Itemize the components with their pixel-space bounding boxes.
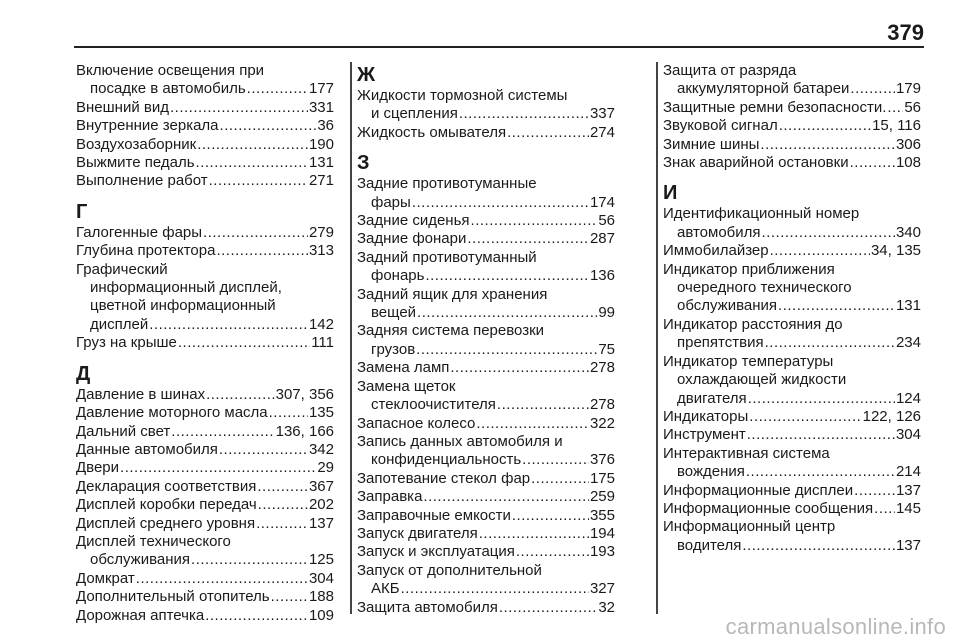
entry-term: АКБ xyxy=(371,580,400,598)
index-entry[interactable] xyxy=(76,261,334,335)
entry-term: Запотевание стекол фар xyxy=(357,469,531,487)
index-entry[interactable] xyxy=(357,175,615,212)
page-reference[interactable]: 367 xyxy=(308,477,334,495)
page-reference[interactable]: 202 xyxy=(308,496,334,514)
entry-term: фары xyxy=(371,193,411,211)
dot-leader xyxy=(256,515,308,533)
dot-leader xyxy=(507,124,589,142)
dot-leader xyxy=(854,482,895,500)
page-reference[interactable]: 131 xyxy=(895,297,921,315)
entry-term: Запуск от дополнительной xyxy=(357,561,542,579)
page-reference[interactable]: 99 xyxy=(598,304,615,322)
entry-term: двигателя xyxy=(677,389,747,407)
dot-leader xyxy=(770,242,870,260)
dot-leader xyxy=(136,570,308,588)
dot-leader xyxy=(516,543,589,561)
page-reference[interactable]: 174 xyxy=(589,193,615,211)
index-entry[interactable] xyxy=(663,426,921,444)
dot-leader xyxy=(220,117,317,135)
dot-leader xyxy=(269,404,308,422)
dot-leader xyxy=(778,297,895,315)
index-entry[interactable] xyxy=(357,124,615,142)
dot-leader xyxy=(257,478,308,496)
page-reference[interactable]: 313 xyxy=(308,242,334,260)
index-entry[interactable] xyxy=(357,87,615,124)
entry-term: Защита автомобиля xyxy=(357,598,498,616)
entry-term: Индикатор температуры xyxy=(663,352,834,370)
dot-leader xyxy=(191,551,308,569)
dot-leader xyxy=(149,316,308,334)
page-reference[interactable]: 136, 166 xyxy=(275,422,334,440)
dot-leader xyxy=(522,451,589,469)
entry-term: водителя xyxy=(677,536,742,554)
entry-term: Дальний свет xyxy=(76,422,171,440)
section-letter: З xyxy=(357,152,370,175)
entry-term: Заправочные емкости xyxy=(357,506,511,524)
page-reference[interactable]: 355 xyxy=(589,506,615,524)
dot-leader xyxy=(747,426,895,444)
entry-term: Запуск двигателя xyxy=(357,524,478,542)
page-reference[interactable]: 278 xyxy=(589,396,615,414)
entry-term: Индикатор расстояния до xyxy=(663,315,843,333)
dot-leader xyxy=(850,80,895,98)
index-entry[interactable] xyxy=(357,230,615,248)
index-entry[interactable] xyxy=(663,316,921,353)
index-entry[interactable] xyxy=(663,482,921,500)
page-reference[interactable]: 279 xyxy=(308,223,334,241)
entry-term: Дисплей технического xyxy=(76,532,231,550)
dot-leader xyxy=(476,415,589,433)
entry-term: Выполнение работ xyxy=(76,172,208,190)
index-entry[interactable] xyxy=(663,242,921,260)
dot-leader xyxy=(459,105,589,123)
page-reference[interactable]: 331 xyxy=(308,98,334,116)
entry-term: Давление в шинах xyxy=(76,385,206,403)
page-reference[interactable]: 142 xyxy=(308,315,334,333)
dot-leader xyxy=(216,242,308,260)
page-reference[interactable]: 287 xyxy=(589,230,615,248)
index-entry[interactable] xyxy=(357,507,615,525)
index-entry[interactable] xyxy=(357,599,615,617)
entry-term: Графический xyxy=(76,260,168,278)
entry-term: очередного технического xyxy=(677,279,852,297)
entry-term: Запасное колесо xyxy=(357,414,476,432)
index-entry[interactable] xyxy=(357,378,615,415)
index-entry[interactable] xyxy=(357,286,615,323)
watermark: carmanualsonline.info xyxy=(725,614,946,639)
dot-leader xyxy=(512,507,589,525)
index-entry[interactable] xyxy=(76,334,334,352)
page-reference[interactable]: 179 xyxy=(895,80,921,98)
entry-term: Защитные ремни безопасности. xyxy=(663,98,887,116)
entry-term: Заправка xyxy=(357,488,423,506)
page-reference[interactable]: 56 xyxy=(904,98,921,116)
entry-term: Задняя система перевозки xyxy=(357,322,545,340)
entry-term: конфиденциальность xyxy=(371,451,522,469)
entry-term: Дорожная аптечка xyxy=(76,606,205,624)
entry-term: Информационный центр xyxy=(663,518,836,536)
index-entry[interactable] xyxy=(357,470,615,488)
index-entry[interactable] xyxy=(76,478,334,496)
dot-leader xyxy=(762,224,895,242)
index-entry[interactable] xyxy=(357,543,615,561)
index-entry[interactable] xyxy=(76,588,334,606)
index-entry[interactable] xyxy=(76,607,334,625)
entry-term: Жидкость омывателя xyxy=(357,123,507,141)
index-column-1 xyxy=(76,62,334,625)
section-letter: И xyxy=(663,182,678,205)
dot-leader xyxy=(197,136,308,154)
entry-term: Галогенные фары xyxy=(76,223,203,241)
entry-term: Внутренние зеркала xyxy=(76,117,219,135)
dot-leader xyxy=(271,588,308,606)
dot-leader xyxy=(258,496,308,514)
dot-leader xyxy=(203,224,308,242)
entry-term: Жидкости тормозной системы xyxy=(357,87,568,104)
page-reference[interactable]: 274 xyxy=(589,123,615,141)
page-reference[interactable]: 304 xyxy=(308,569,334,587)
entry-term: аккумуляторной батареи xyxy=(677,80,850,98)
entry-term: Дополнительный отопитель xyxy=(76,588,270,606)
dot-leader xyxy=(749,408,861,426)
index-entry[interactable] xyxy=(663,500,921,518)
page-reference[interactable]: 304 xyxy=(895,426,921,444)
entry-term: Давление моторного масла xyxy=(76,404,268,422)
index-entry[interactable] xyxy=(357,488,615,506)
page-reference[interactable]: 175 xyxy=(589,469,615,487)
entry-term: Задние сиденья xyxy=(357,212,470,230)
entry-term: обслуживания xyxy=(677,297,778,315)
dot-leader xyxy=(742,537,895,555)
entry-term: обслуживания xyxy=(90,551,191,569)
entry-term: Информационные дисплеи xyxy=(663,481,854,499)
page-number: 379 xyxy=(887,20,924,45)
page-reference[interactable]: 340 xyxy=(895,223,921,241)
dot-leader xyxy=(499,599,597,617)
page-reference[interactable]: 34, 135 xyxy=(870,242,921,260)
dot-leader xyxy=(417,304,597,322)
index-entry[interactable] xyxy=(76,459,334,477)
dot-leader xyxy=(416,341,597,359)
entry-term: Выжмите педаль xyxy=(76,154,195,172)
dot-leader xyxy=(479,525,589,543)
index-entry[interactable] xyxy=(76,136,334,154)
index-entry[interactable] xyxy=(76,515,334,533)
index-entry[interactable] xyxy=(663,62,921,99)
page-reference[interactable]: 108 xyxy=(895,154,921,172)
index-column-2 xyxy=(357,62,615,617)
dot-leader xyxy=(748,390,895,408)
entry-term: Иммобилайзер xyxy=(663,242,769,260)
page-reference[interactable]: 190 xyxy=(308,135,334,153)
entry-term: Защита от разряда xyxy=(663,62,797,79)
index-entry[interactable] xyxy=(76,533,334,570)
index-entry[interactable] xyxy=(663,99,921,117)
index-entry[interactable] xyxy=(357,212,615,230)
entry-term: Глубина протектора xyxy=(76,242,216,260)
entry-term: Воздухозаборник xyxy=(76,135,197,153)
page-reference[interactable]: 137 xyxy=(308,514,334,532)
entry-term: Звуковой сигнал xyxy=(663,117,778,135)
entry-term: и сцепления xyxy=(371,105,458,123)
dot-leader xyxy=(497,396,589,414)
page-reference[interactable]: 75 xyxy=(598,340,615,358)
index-entry[interactable] xyxy=(663,445,921,482)
entry-term: охлаждающей жидкости xyxy=(677,371,847,389)
column-divider xyxy=(350,62,352,614)
page-reference[interactable]: 29 xyxy=(317,459,334,477)
entry-term: Знак аварийной остановки xyxy=(663,154,849,172)
dot-leader xyxy=(746,463,895,481)
page-reference[interactable]: 125 xyxy=(308,551,334,569)
index-column-3 xyxy=(663,62,921,555)
page-reference[interactable]: 307, 356 xyxy=(275,385,334,403)
entry-term: Включение освещения при xyxy=(76,62,265,79)
entry-term: Информационные сообщения xyxy=(663,499,874,517)
index-entry[interactable] xyxy=(76,423,334,441)
entry-term: Запись данных автомобиля и xyxy=(357,432,563,450)
dot-leader xyxy=(471,212,598,230)
entry-term: Внешний вид xyxy=(76,98,169,116)
entry-term: Индикаторы xyxy=(663,407,749,425)
dot-leader xyxy=(219,441,308,459)
entry-term: грузов xyxy=(371,340,416,358)
entry-term: вещей xyxy=(371,304,417,322)
page-reference[interactable]: 56 xyxy=(598,212,615,230)
page-reference[interactable]: 342 xyxy=(308,440,334,458)
dot-leader xyxy=(412,194,589,212)
page-reference[interactable]: 271 xyxy=(308,172,334,190)
dot-leader xyxy=(450,359,589,377)
index-entry[interactable] xyxy=(663,136,921,154)
entry-term: Индикатор приближения xyxy=(663,260,835,278)
page-reference[interactable]: 122, 126 xyxy=(862,407,921,425)
page-reference[interactable]: 109 xyxy=(308,606,334,624)
index-entry[interactable] xyxy=(357,415,615,433)
index-entry[interactable] xyxy=(76,404,334,422)
section-letter: Ж xyxy=(357,64,376,86)
page-reference[interactable]: 111 xyxy=(311,334,334,352)
entry-term: автомобиля xyxy=(677,223,761,241)
page-reference[interactable]: 322 xyxy=(589,414,615,432)
index-entry[interactable] xyxy=(357,433,615,470)
column-divider xyxy=(656,62,658,614)
entry-term: посадке в автомобиль xyxy=(90,80,246,98)
page-reference[interactable]: 306 xyxy=(895,135,921,153)
index-entry[interactable] xyxy=(663,154,921,172)
index-entry[interactable] xyxy=(76,62,334,99)
index-entry[interactable] xyxy=(663,261,921,316)
page-reference[interactable]: 177 xyxy=(308,80,334,98)
index-entry[interactable] xyxy=(357,525,615,543)
dot-leader xyxy=(887,99,903,117)
dot-leader xyxy=(171,423,274,441)
index-entry[interactable] xyxy=(76,441,334,459)
index-entry[interactable] xyxy=(76,154,334,172)
page-reference[interactable]: 136 xyxy=(589,267,615,285)
entry-term: Груз на крыше xyxy=(76,334,177,352)
page-reference[interactable]: 36 xyxy=(317,117,334,135)
entry-term: препятствия xyxy=(677,334,764,352)
index-entry[interactable] xyxy=(663,518,921,555)
index-entry[interactable] xyxy=(357,249,615,286)
dot-leader xyxy=(205,607,308,625)
index-entry[interactable] xyxy=(76,99,334,117)
index-entry[interactable] xyxy=(76,117,334,135)
page-reference[interactable]: 137 xyxy=(895,536,921,554)
page-reference[interactable]: 15, 116 xyxy=(872,117,921,135)
entry-term: Двери xyxy=(76,459,120,477)
dot-leader xyxy=(467,230,589,248)
dot-leader xyxy=(425,267,589,285)
entry-term: Идентификационный номер xyxy=(663,205,860,223)
section-letter: Г xyxy=(76,200,88,223)
index-entry[interactable] xyxy=(357,562,615,599)
entry-term: Замена ламп xyxy=(357,359,450,377)
page-reference[interactable]: 124 xyxy=(895,389,921,407)
page-reference[interactable]: 32 xyxy=(598,598,615,616)
dot-leader xyxy=(178,334,310,352)
dot-leader xyxy=(196,154,308,172)
entry-term: Зимние шины xyxy=(663,135,760,153)
page-reference[interactable]: 131 xyxy=(308,154,334,172)
entry-term: Интерактивная система xyxy=(663,444,830,462)
dot-leader xyxy=(120,459,316,477)
entry-term: Домкрат xyxy=(76,569,135,587)
entry-term: Задний противотуманный xyxy=(357,248,537,266)
index-entry[interactable] xyxy=(357,359,615,377)
entry-term: Запуск и эксплуатация xyxy=(357,543,515,561)
index-entry[interactable] xyxy=(76,172,334,190)
index-entry[interactable] xyxy=(663,205,921,242)
dot-leader xyxy=(170,99,308,117)
entry-term: цветной информационный xyxy=(90,297,276,315)
index-entry[interactable] xyxy=(76,224,334,242)
index-entry[interactable] xyxy=(663,353,921,408)
entry-term: Декларация соответствия xyxy=(76,477,257,495)
dot-leader xyxy=(401,580,589,598)
entry-term: Задний ящик для хранения xyxy=(357,285,548,303)
page-reference[interactable]: 234 xyxy=(895,334,921,352)
entry-term: фонарь xyxy=(371,267,425,285)
index-entry[interactable] xyxy=(663,408,921,426)
dot-leader xyxy=(206,386,275,404)
entry-term: вождения xyxy=(677,463,745,481)
entry-term: Дисплей среднего уровня xyxy=(76,514,256,532)
page-reference[interactable]: 193 xyxy=(589,543,615,561)
page-reference[interactable]: 135 xyxy=(308,404,334,422)
index-entry[interactable] xyxy=(357,322,615,359)
page-reference[interactable]: 188 xyxy=(308,588,334,606)
index-entry[interactable] xyxy=(76,386,334,404)
index-entry[interactable] xyxy=(76,242,334,260)
entry-term: Инструмент xyxy=(663,426,746,444)
dot-leader xyxy=(874,500,895,518)
section-letter: Д xyxy=(76,362,91,385)
entry-term: Замена щеток xyxy=(357,377,456,395)
index-entry[interactable] xyxy=(76,570,334,588)
dot-leader xyxy=(423,488,589,506)
entry-term: Дисплей коробки передач xyxy=(76,496,257,514)
dot-leader xyxy=(531,470,589,488)
page-reference[interactable]: 194 xyxy=(589,524,615,542)
dot-leader xyxy=(209,172,308,190)
entry-term: Задние фонари xyxy=(357,230,467,248)
entry-term: стеклоочистителя xyxy=(371,396,496,414)
page-reference[interactable]: 337 xyxy=(589,105,615,123)
dot-leader xyxy=(247,80,308,98)
dot-leader xyxy=(779,117,871,135)
dot-leader xyxy=(760,136,895,154)
header-rule xyxy=(74,46,924,48)
entry-term: Задние противотуманные xyxy=(357,175,537,193)
entry-term: информационный дисплей, xyxy=(90,279,282,297)
page-reference[interactable]: 259 xyxy=(589,488,615,506)
page-reference[interactable]: 376 xyxy=(589,451,615,469)
entry-term: Данные автомобиля xyxy=(76,440,218,458)
page-reference[interactable]: 327 xyxy=(589,580,615,598)
dot-leader xyxy=(765,334,895,352)
index-entry[interactable] xyxy=(76,496,334,514)
dot-leader xyxy=(850,154,895,172)
page-reference[interactable]: 214 xyxy=(895,463,921,481)
page-reference[interactable]: 145 xyxy=(895,499,921,517)
page-reference[interactable]: 278 xyxy=(589,359,615,377)
entry-term: дисплей xyxy=(90,315,149,333)
page-reference[interactable]: 137 xyxy=(895,481,921,499)
index-entry[interactable] xyxy=(663,117,921,135)
